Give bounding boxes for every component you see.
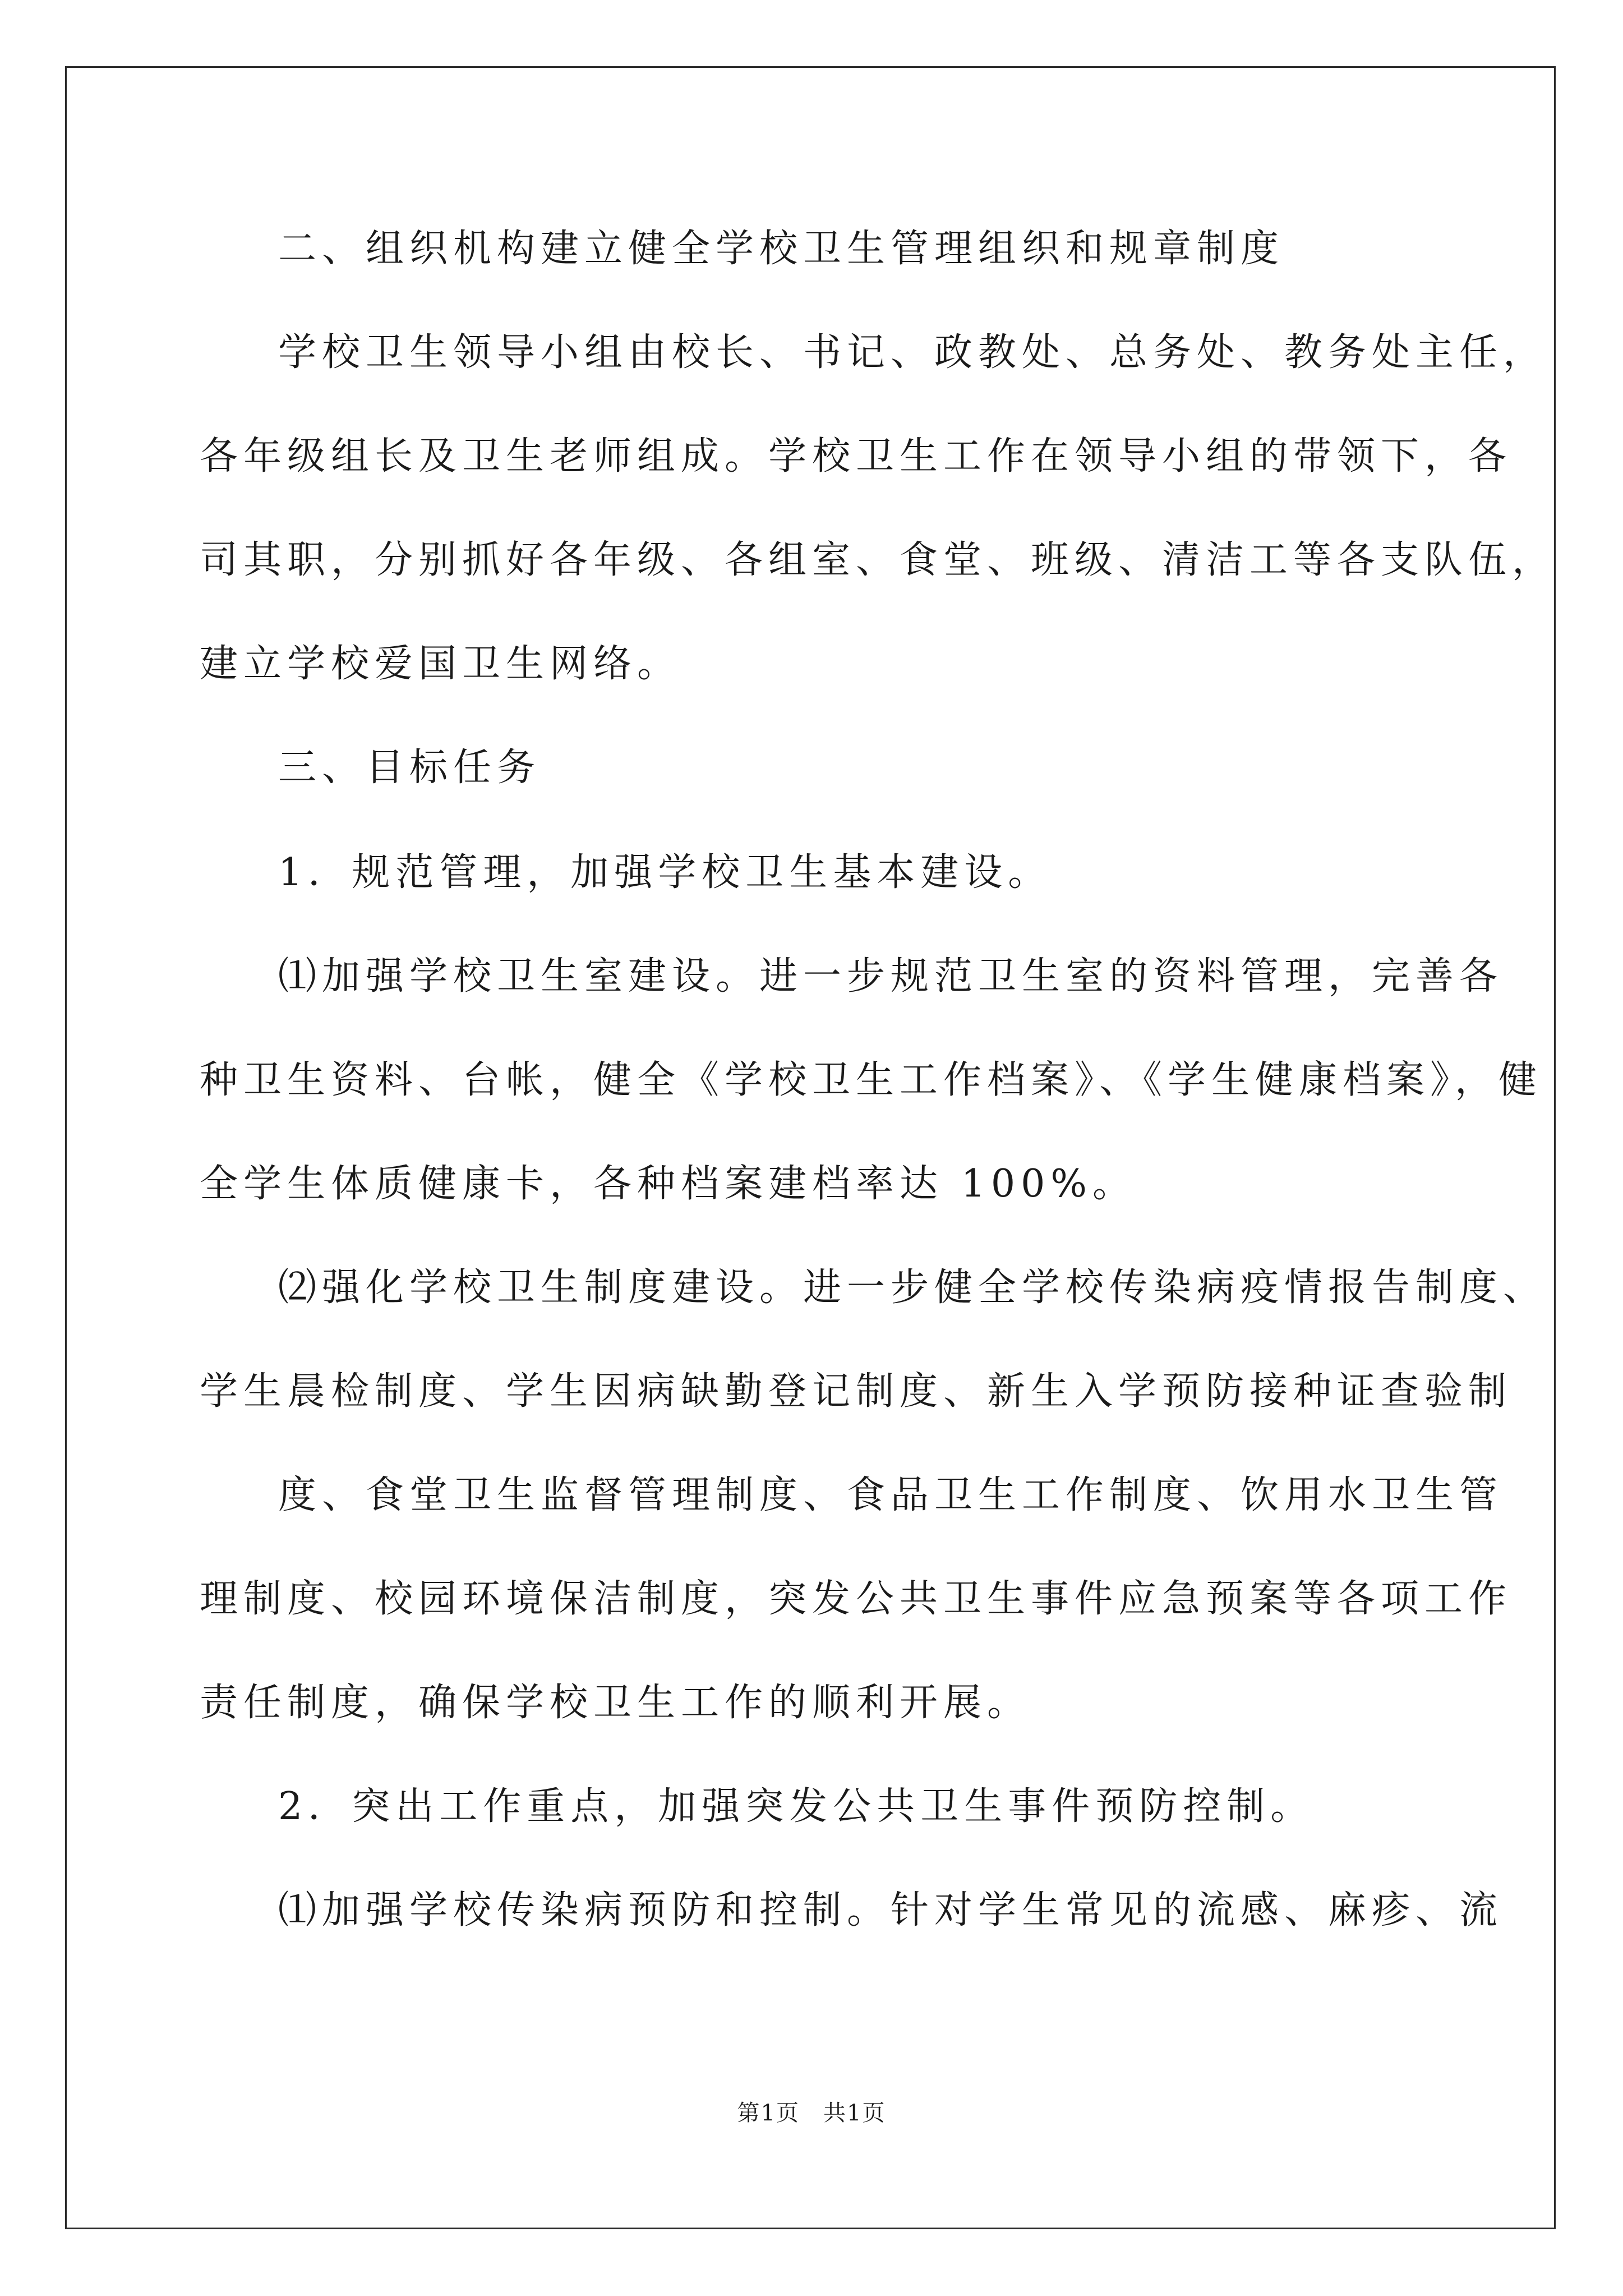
paragraph-line: ⑴加强学校卫生室建设。进一步规范卫生室的资料管理，完善各 [278,954,1504,999]
paragraph-line: 学校卫生领导小组由校长、书记、政教处、总务处、教务处主任， [278,330,1547,375]
paragraph-line: 建立学校爱国卫生网络。 [200,642,681,686]
section-heading: 三、目标任务 [278,746,541,790]
page-footer: 第1页 共1页 [737,2100,886,2126]
paragraph-line: 理制度、校园环境保洁制度，突发公共卫生事件应急预案等各项工作 [200,1577,1513,1621]
subsection-heading: 1．规范管理，加强学校卫生基本建设。 [278,850,1052,895]
paragraph-line: ⑴加强学校传染病预防和控制。针对学生常见的流感、麻疹、流 [278,1888,1504,1932]
paragraph-line: 学生晨检制度、学生因病缺勤登记制度、新生入学预防接种证查验制 [200,1369,1513,1414]
paragraph-line: ⑵强化学校卫生制度建设。进一步健全学校传染病疫情报告制度、 [278,1266,1547,1310]
paragraph-line: 全学生体质健康卡，各种档案建档率达 100%。 [200,1162,1137,1206]
paragraph-line: 各年级组长及卫生老师组成。学校卫生工作在领导小组的带领下，各 [200,434,1513,478]
paragraph-line: 责任制度，确保学校卫生工作的顺利开展。 [200,1681,1031,1725]
section-heading: 二、组织机构建立健全学校卫生管理组织和规章制度 [278,227,1285,271]
paragraph-line: 种卫生资料、台帐，健全《学校卫生工作档案》、《学生健康档案》，健 [200,1058,1543,1102]
paragraph-line: 司其职，分别抓好各年级、各组室、食堂、班级、清洁工等各支队伍， [200,538,1556,582]
subsection-heading: 2．突出工作重点，加强突发公共卫生事件预防控制。 [278,1784,1315,1829]
paragraph-line: 度、食堂卫生监督管理制度、食品卫生工作制度、饮用水卫生管 [278,1473,1504,1517]
